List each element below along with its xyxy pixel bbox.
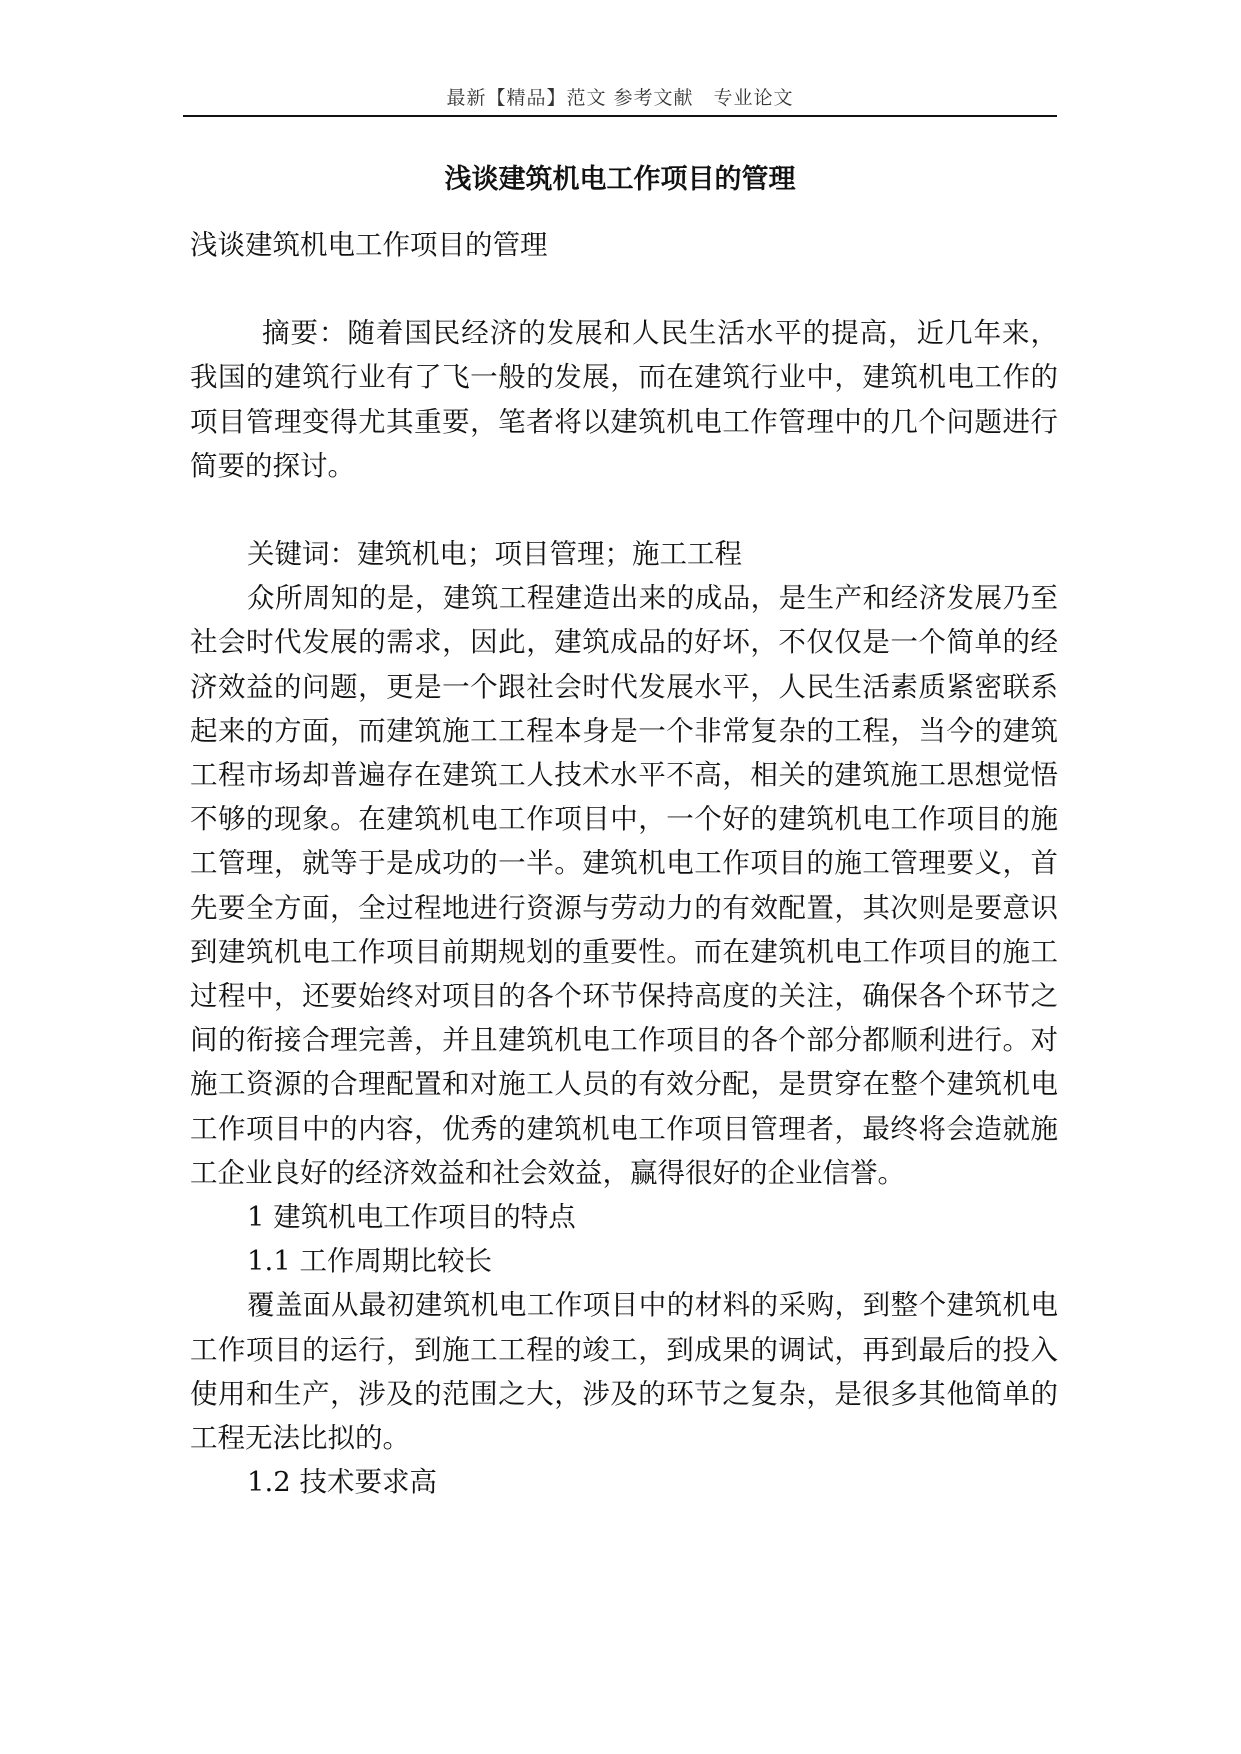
running-header: 最新【精品】范文 参考文献 专业论文 — [446, 87, 794, 109]
subsection-paragraph-1-1: 覆盖面从最初建筑机电工作项目中的材料的采购，到整个建筑机电工作项目的运行，到施工工程的竣工，到成果的调试，再到最后的投入使用和生产，涉及的范围之大，涉及的环节之复杂，是很多其他简单的工程无法比拟的。 — [190, 1289, 1058, 1455]
document-title: 浅谈建筑机电工作项目的管理 — [444, 164, 796, 195]
keywords-line: 关键词：建筑机电；项目管理；施工工程 — [247, 538, 742, 571]
document-body — [190, 223, 1058, 1504]
document-subtitle: 浅谈建筑机电工作项目的管理 — [190, 229, 548, 261]
section-heading-1: 1 建筑机电工作项目的特点 — [247, 1201, 576, 1234]
intro-paragraph: 众所周知的是，建筑工程建造出来的成品，是生产和经济发展乃至社会时代发展的需求，因此，建筑成品的好坏，不仅仅是一个简单的经济效益的问题，更是一个跟社会时代发展水平，人民生活素质紧密联系起来的方面，而建筑施工工程本身是一个非常复杂的工程，当今的建筑工程市场却普遍存在建筑工人技术水平不高，相关的建筑施工思想觉悟不够的现象。在建筑机电工作项目中，一个好的建筑机电工作项目的施工管理，就等于是成功的一半。建筑机电工作项目的施工管理要义，首先要全方面，全过程地进行资源与劳动力的有效配置，其次则是要意识到建筑机电工作项目前期规划的重要性。而在建筑机电工作项目的施工过程中，还要始终对项目的各个环节保持高度的关注，确保各个环节之间的衔接合理完善，并且建筑机电工作项目的各个部分都顺利进行。对施工资源的合理配置和对施工人员的有效分配，是贯穿在整个建筑机电工作项目中的内容，优秀的建筑机电工作项目管理者，最终将会造就施工企业良好的经济效益和社会效益，赢得很好的企业信誉。 — [190, 582, 1058, 1189]
header-divider — [183, 115, 1057, 117]
subsection-heading-1-1: 1.1 工作周期比较长 — [247, 1245, 492, 1278]
subsection-heading-1-2: 1.2 技术要求高 — [247, 1466, 437, 1499]
abstract-paragraph: 摘要：随着国民经济的发展和人民生活水平的提高，近几年来，我国的建筑行业有了飞一般的发展，而在建筑行业中，建筑机电工作的项目管理变得尤其重要，笔者将以建筑机电工作管理中的几个问题进行简要的探讨。 — [190, 317, 1058, 482]
